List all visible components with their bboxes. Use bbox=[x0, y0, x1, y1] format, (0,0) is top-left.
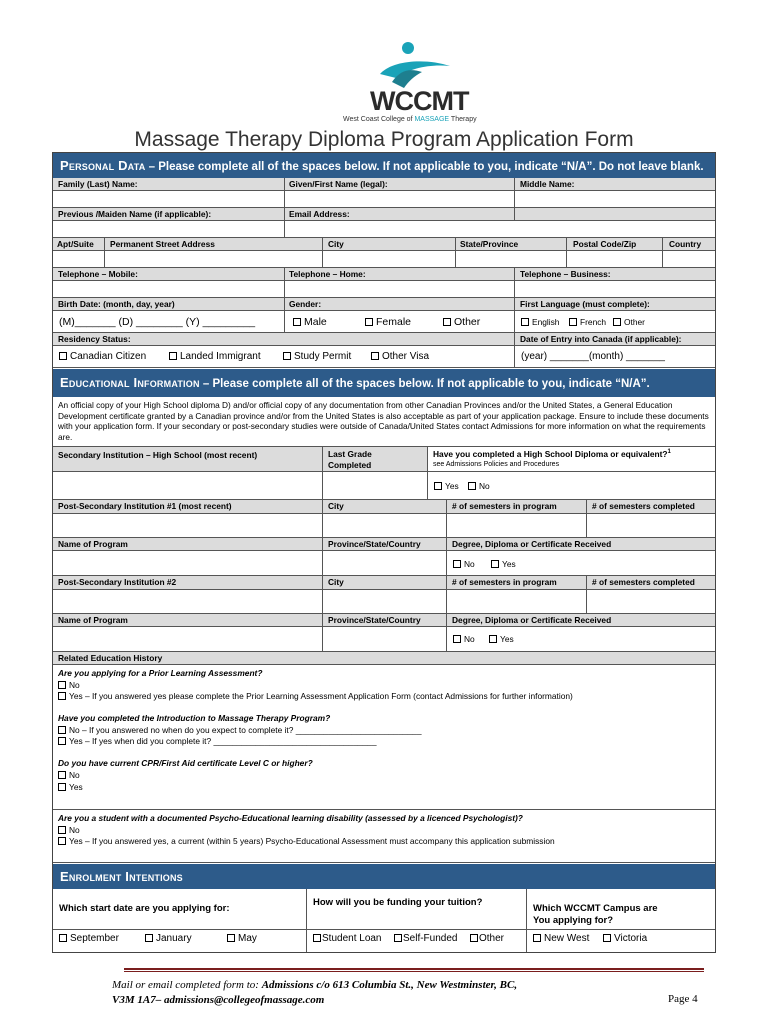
residency-label: Residency Status: bbox=[58, 334, 131, 344]
last-grade-input[interactable] bbox=[323, 472, 428, 500]
footer-rule bbox=[124, 968, 704, 970]
cpr-no-option[interactable]: No bbox=[58, 770, 80, 780]
post2-label-cell bbox=[53, 576, 323, 590]
checkbox-icon bbox=[453, 635, 461, 643]
post2-input[interactable] bbox=[53, 590, 323, 614]
secondary-label: Secondary Institution – High School (most recent) bbox=[58, 450, 258, 460]
related-label-cell bbox=[53, 652, 715, 665]
prov1-label-cell bbox=[323, 538, 447, 551]
campus-options bbox=[527, 930, 715, 952]
tel-mobile-input[interactable] bbox=[53, 281, 285, 298]
province-input[interactable] bbox=[456, 251, 567, 268]
checkbox-icon bbox=[58, 681, 66, 689]
post2-sem-completed-input[interactable] bbox=[587, 590, 715, 614]
funding-question: How will you be funding your tuition? bbox=[313, 897, 483, 908]
start-date-options bbox=[53, 930, 307, 952]
street-label-cell bbox=[105, 238, 323, 251]
degree2-label: Degree, Diploma or Certificate Received bbox=[452, 615, 612, 625]
apt-input[interactable] bbox=[53, 251, 105, 268]
checkbox-icon bbox=[58, 837, 66, 845]
prov1-label: Province/State/Country bbox=[328, 539, 421, 549]
fund-loan-option[interactable]: Student Loan bbox=[313, 933, 382, 944]
first-language-label: First Language (must complete): bbox=[520, 299, 650, 309]
enrolment-intentions-header: Enrolment Intentions bbox=[53, 864, 715, 889]
footer-rule-thin bbox=[124, 971, 704, 972]
start-january-option[interactable]: January bbox=[145, 933, 192, 944]
checkbox-icon bbox=[293, 318, 301, 326]
prov1-input[interactable] bbox=[323, 551, 447, 576]
postal-label-cell bbox=[567, 238, 663, 251]
disability-no-option[interactable]: No bbox=[58, 825, 80, 835]
degree1-no-option[interactable]: No bbox=[453, 559, 475, 569]
page-title: Massage Therapy Diploma Program Application Form bbox=[134, 128, 634, 151]
email-input[interactable] bbox=[285, 221, 715, 238]
intro-yes-option[interactable]: Yes – If yes when did you complete it? ___________________________________ bbox=[58, 736, 377, 746]
logo-wordmark: WCCMT bbox=[370, 86, 469, 116]
given-name-input[interactable] bbox=[285, 191, 515, 208]
gender-label: Gender: bbox=[289, 299, 322, 309]
tel-home-label: Telephone – Home: bbox=[289, 269, 366, 279]
checkbox-icon bbox=[145, 934, 153, 942]
checkbox-icon bbox=[227, 934, 235, 942]
middle-name-input[interactable] bbox=[515, 191, 715, 208]
hs-note: see Admissions Policies and Procedures bbox=[433, 461, 560, 468]
tel-business-label: Telephone – Business: bbox=[520, 269, 611, 279]
previous-name-input[interactable] bbox=[53, 221, 285, 238]
family-name-input[interactable] bbox=[53, 191, 285, 208]
secondary-input[interactable] bbox=[53, 472, 323, 500]
post2-city-label-cell bbox=[323, 576, 447, 590]
checkbox-icon bbox=[371, 352, 379, 360]
gender-options bbox=[285, 311, 515, 333]
degree1-label: Degree, Diploma or Certificate Received bbox=[452, 539, 612, 549]
middle-name-label: Middle Name: bbox=[520, 179, 575, 189]
intro-question: Have you completed the Introduction to Massage Therapy Program? bbox=[58, 713, 331, 723]
checkbox-icon bbox=[468, 482, 476, 490]
program2-input[interactable] bbox=[53, 627, 323, 652]
province-label-cell bbox=[456, 238, 567, 251]
tel-mobile-label: Telephone – Mobile: bbox=[58, 269, 138, 279]
res-study-option[interactable]: Study Permit bbox=[283, 351, 351, 362]
post1-sem-completed-label: # of semesters completed bbox=[592, 501, 695, 511]
language-label-cell bbox=[515, 298, 715, 311]
post1-sem-program-label-cell bbox=[447, 500, 587, 514]
campus-question-2: You applying for? bbox=[533, 915, 614, 926]
res-landed-option[interactable]: Landed Immigrant bbox=[169, 351, 261, 362]
program1-input[interactable] bbox=[53, 551, 323, 576]
related-history-label: Related Education History bbox=[58, 653, 163, 663]
post2-city-label: City bbox=[328, 577, 344, 587]
city-input[interactable] bbox=[323, 251, 456, 268]
country-input[interactable] bbox=[663, 251, 715, 268]
prov2-input[interactable] bbox=[323, 627, 447, 652]
program1-label: Name of Program bbox=[58, 539, 128, 549]
educational-information-header: Educational Information – Please complete all of the spaces below. If not applicable to you, indicate “N/A”. bbox=[53, 369, 715, 397]
checkbox-icon bbox=[491, 560, 499, 568]
residency-options bbox=[53, 346, 515, 368]
previous-name-label: Previous /Maiden Name (if applicable): bbox=[58, 209, 212, 219]
checkbox-icon bbox=[613, 318, 621, 326]
hs-question-cell bbox=[428, 446, 715, 472]
degree2-no-option[interactable]: No bbox=[453, 634, 475, 644]
city-label-cell bbox=[323, 238, 456, 251]
email-label: Email Address: bbox=[289, 209, 350, 219]
post2-sem-program-label-cell bbox=[447, 576, 587, 590]
checkbox-icon bbox=[313, 934, 321, 942]
degree2-yes-option[interactable]: Yes bbox=[489, 634, 514, 644]
checkbox-icon bbox=[58, 783, 66, 791]
birth-date-value: (M)_______ (D) ________ (Y) _________ bbox=[59, 316, 256, 328]
hs-question: Have you completed a High School Diploma or equivalent?$^1$ bbox=[433, 449, 671, 459]
lang-english-option[interactable]: English bbox=[521, 317, 559, 327]
pla-yes-option[interactable]: Yes – If you answered yes please complete the Prior Learning Assessment Application Form (contact Admissions for further information) bbox=[58, 691, 573, 701]
tel-mobile-label-cell bbox=[53, 268, 285, 281]
campus-question: Which WCCMT Campus are bbox=[533, 903, 658, 914]
hs-no-option[interactable]: No bbox=[468, 481, 490, 491]
post1-sem-completed-label-cell bbox=[587, 500, 715, 514]
tel-home-label-cell bbox=[285, 268, 515, 281]
checkbox-icon bbox=[59, 352, 67, 360]
degree2-label-cell bbox=[447, 614, 715, 627]
disability-question: Are you a student with a documented Psycho-Educational learning disability (assessed by a licenced Psychologist)? bbox=[58, 813, 523, 823]
degree2-answer bbox=[447, 627, 715, 652]
country-label-cell bbox=[663, 238, 715, 251]
disability-block bbox=[53, 810, 715, 863]
birth-label-cell bbox=[53, 298, 285, 311]
checkbox-icon bbox=[58, 737, 66, 745]
cpr-yes-option[interactable]: Yes bbox=[58, 782, 83, 792]
checkbox-icon bbox=[489, 635, 497, 643]
checkbox-icon bbox=[283, 352, 291, 360]
post2-label: Post-Secondary Institution #2 bbox=[58, 577, 177, 587]
checkbox-icon bbox=[603, 934, 611, 942]
street-label: Permanent Street Address bbox=[110, 239, 215, 249]
middle-name-label-cell bbox=[515, 178, 715, 191]
res-citizen-option[interactable]: Canadian Citizen bbox=[59, 351, 146, 362]
funding-question-cell bbox=[307, 889, 527, 930]
post2-city-input[interactable] bbox=[323, 590, 447, 614]
degree1-yes-option[interactable]: Yes bbox=[491, 559, 516, 569]
entry-date-input[interactable] bbox=[515, 346, 715, 368]
prov2-label: Province/State/Country bbox=[328, 615, 421, 625]
checkbox-icon bbox=[434, 482, 442, 490]
post2-sem-program-input[interactable] bbox=[447, 590, 587, 614]
start-september-option[interactable]: September bbox=[59, 933, 119, 944]
post2-sem-completed-label: # of semesters completed bbox=[592, 577, 695, 587]
given-name-label-cell bbox=[285, 178, 515, 191]
family-name-label: Family (Last) Name: bbox=[58, 179, 138, 189]
tel-business-label-cell bbox=[515, 268, 715, 281]
campus-question-cell bbox=[527, 889, 715, 930]
apt-label-cell bbox=[53, 238, 105, 251]
lang-french-option[interactable]: French bbox=[569, 317, 606, 327]
province-label: State/Province bbox=[460, 239, 519, 249]
checkbox-icon bbox=[59, 934, 67, 942]
page-number: Page 4 bbox=[668, 993, 698, 1005]
tel-business-input[interactable] bbox=[515, 281, 715, 298]
entry-date-label-cell bbox=[515, 333, 715, 346]
birth-date-label: Birth Date: (month, day, year) bbox=[58, 299, 175, 309]
city-label: City bbox=[328, 239, 344, 249]
cpr-question: Do you have current CPR/First Aid certificate Level C or higher? bbox=[58, 758, 313, 768]
fund-other-option[interactable]: Other bbox=[470, 933, 504, 944]
disability-yes-option[interactable]: Yes – If you answered yes, a current (within 5 years) Psycho-Educational Assessment must accompany this application submission bbox=[58, 836, 555, 846]
checkbox-icon bbox=[58, 771, 66, 779]
previous-name-label-cell bbox=[53, 208, 285, 221]
program1-label-cell bbox=[53, 538, 323, 551]
checkbox-icon bbox=[169, 352, 177, 360]
last-grade-label-2: Completed bbox=[328, 460, 372, 470]
gender-other-option[interactable]: Other bbox=[443, 316, 480, 328]
given-name-label: Given/First Name (legal): bbox=[289, 179, 388, 189]
education-instructions: An official copy of your High School diploma D) and/or official copy of any documentation from other Canadian Provinces and/or the United States, a General Education Development certificate granted by a Canadian province and/or from the United States is also acceptable as part of your application package. Ensure to include these documents with your application form. If your secondary or post-secondary studies were outside of Canada/United States contact Admissions for more information on what the requirements are. bbox=[58, 400, 709, 442]
gender-label-cell bbox=[285, 298, 515, 311]
pla-no-option[interactable]: No bbox=[58, 680, 80, 690]
country-label: Country bbox=[669, 239, 702, 249]
birth-date-input[interactable] bbox=[53, 311, 285, 333]
residency-label-cell bbox=[53, 333, 515, 346]
fund-self-option[interactable]: Self-Funded bbox=[394, 933, 457, 944]
post1-sem-program-input[interactable] bbox=[447, 514, 587, 538]
prov2-label-cell bbox=[323, 614, 447, 627]
postal-label: Postal Code/Zip bbox=[573, 239, 637, 249]
post2-sem-program-label: # of semesters in program bbox=[452, 577, 557, 587]
checkbox-icon bbox=[365, 318, 373, 326]
start-may-option[interactable]: May bbox=[227, 933, 257, 944]
campus-newwest-option[interactable]: New West bbox=[533, 933, 589, 944]
postal-input[interactable] bbox=[567, 251, 663, 268]
street-input[interactable] bbox=[105, 251, 323, 268]
apt-label: Apt/Suite bbox=[57, 239, 94, 249]
email-label-cell bbox=[285, 208, 515, 221]
gender-female-option[interactable]: Female bbox=[365, 316, 411, 328]
blank-label-cell bbox=[515, 208, 715, 221]
intro-no-option[interactable]: No – If you answered no when do you expect to complete it? ___________________________ bbox=[58, 725, 422, 735]
res-visa-option[interactable]: Other Visa bbox=[371, 351, 429, 362]
campus-victoria-option[interactable]: Victoria bbox=[603, 933, 647, 944]
degree1-answer bbox=[447, 551, 715, 576]
tel-home-input[interactable] bbox=[285, 281, 515, 298]
checkbox-icon bbox=[394, 934, 402, 942]
gender-male-option[interactable]: Male bbox=[293, 316, 327, 328]
secondary-label-cell bbox=[53, 446, 323, 472]
checkbox-icon bbox=[569, 318, 577, 326]
hs-answer bbox=[428, 472, 715, 500]
personal-data-header: Personal Data – Please complete all of the spaces below. If not applicable to you, indicate “N/A”. Do not leave blank. bbox=[53, 153, 715, 178]
checkbox-icon bbox=[443, 318, 451, 326]
checkbox-icon bbox=[533, 934, 541, 942]
post1-input[interactable] bbox=[53, 514, 323, 538]
post1-city-label-cell bbox=[323, 500, 447, 514]
start-date-question-cell bbox=[53, 889, 307, 930]
funding-options bbox=[307, 930, 527, 952]
lang-other-option[interactable]: Other bbox=[613, 317, 645, 327]
start-date-question: Which start date are you applying for: bbox=[59, 903, 230, 914]
post1-label: Post-Secondary Institution #1 (most recent) bbox=[58, 501, 232, 511]
language-options bbox=[515, 311, 715, 333]
last-grade-label-cell bbox=[323, 446, 428, 472]
post1-label-cell bbox=[53, 500, 323, 514]
family-name-label-cell bbox=[53, 178, 285, 191]
checkbox-icon bbox=[470, 934, 478, 942]
footer-address: Mail or email completed form to: Admissions c/o 613 Columbia St., New Westminster, BC, V3M 1A7– admissions@collegeofmassage.com bbox=[112, 979, 518, 1006]
logo-subtitle: West Coast College of MASSAGE Therapy bbox=[343, 116, 477, 123]
hs-yes-option[interactable]: Yes bbox=[434, 481, 459, 491]
program2-label: Name of Program bbox=[58, 615, 128, 625]
program2-label-cell bbox=[53, 614, 323, 627]
last-grade-label: Last Grade bbox=[328, 449, 372, 459]
related-history-block bbox=[53, 665, 715, 810]
checkbox-icon bbox=[453, 560, 461, 568]
post1-city-input[interactable] bbox=[323, 514, 447, 538]
post1-city-label: City bbox=[328, 501, 344, 511]
pla-question: Are you applying for a Prior Learning Assessment? bbox=[58, 668, 263, 678]
checkbox-icon bbox=[58, 726, 66, 734]
entry-date-value: (year) _______(month) _______ bbox=[521, 351, 665, 362]
checkbox-icon bbox=[521, 318, 529, 326]
post2-sem-completed-label-cell bbox=[587, 576, 715, 590]
degree1-label-cell bbox=[447, 538, 715, 551]
post1-sem-completed-input[interactable] bbox=[587, 514, 715, 538]
entry-date-label: Date of Entry into Canada (if applicable): bbox=[520, 334, 682, 344]
checkbox-icon bbox=[58, 826, 66, 834]
post1-sem-program-label: # of semesters in program bbox=[452, 501, 557, 511]
checkbox-icon bbox=[58, 692, 66, 700]
